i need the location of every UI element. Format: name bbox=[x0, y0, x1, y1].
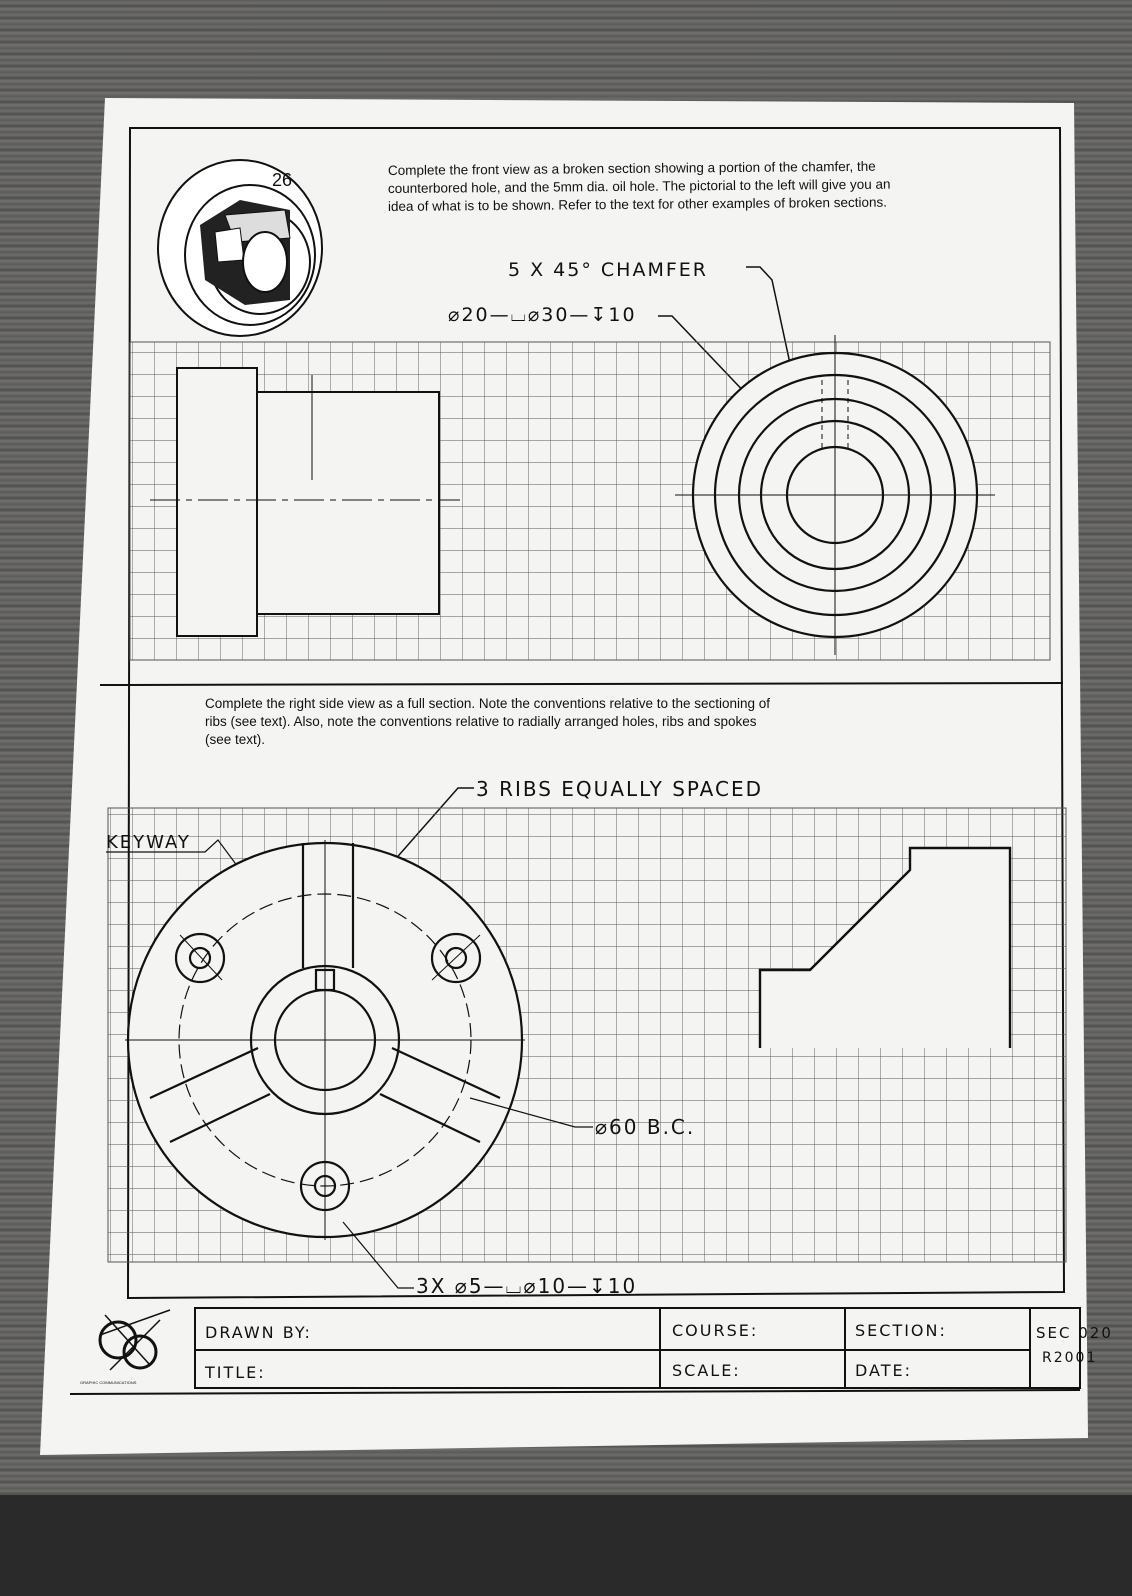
title-label: TITLE: bbox=[205, 1363, 266, 1382]
instruction-bottom-3: (see text). bbox=[205, 732, 266, 747]
section-label: SECTION: bbox=[855, 1321, 947, 1340]
pictorial-illustration bbox=[158, 160, 322, 336]
sheet-code: SEC 020 bbox=[1036, 1324, 1113, 1342]
date-label: DATE: bbox=[855, 1361, 913, 1380]
chamfer-note: 5 X 45° CHAMFER bbox=[508, 259, 708, 281]
instruction-bottom-2: ribs (see text). Also, note the conventions relative to radially arranged holes, ribs and spokes bbox=[205, 714, 757, 729]
ribs-note: 3 RIBS EQUALLY SPACED bbox=[476, 777, 764, 801]
counterbore-note: ⌀20—⌴⌀30—↧10 bbox=[448, 304, 637, 326]
holes-note: 3X ⌀5—⌴⌀10—↧10 bbox=[416, 1274, 638, 1298]
instruction-line-1: Complete the front view as a broken section showing a portion of the chamfer, the bbox=[387, 158, 876, 178]
drawn-by-label: DRAWN BY: bbox=[205, 1323, 312, 1342]
scale-label: SCALE: bbox=[672, 1361, 741, 1380]
exercise-number: 26 bbox=[272, 170, 293, 190]
instruction-line-2: counterbored hole, and the 5mm dia. oil hole. The pictorial to the left will give you an bbox=[387, 176, 891, 196]
hub-front-view bbox=[125, 840, 525, 1240]
logo-caption: GRAPHIC COMMUNICATIONS bbox=[80, 1380, 137, 1385]
bolt-circle-note: ⌀60 B.C. bbox=[595, 1115, 696, 1139]
instruction-line-3: idea of what is to be shown. Refer to the text for other examples of broken sections. bbox=[387, 194, 888, 214]
revision-code: R2001 bbox=[1042, 1350, 1098, 1366]
course-label: COURSE: bbox=[672, 1321, 759, 1340]
keyway-label: KEYWAY bbox=[106, 832, 191, 853]
front-view bbox=[150, 368, 460, 636]
instruction-bottom-1: Complete the right side view as a full section. Note the conventions relative to the sectioning of bbox=[205, 696, 771, 711]
